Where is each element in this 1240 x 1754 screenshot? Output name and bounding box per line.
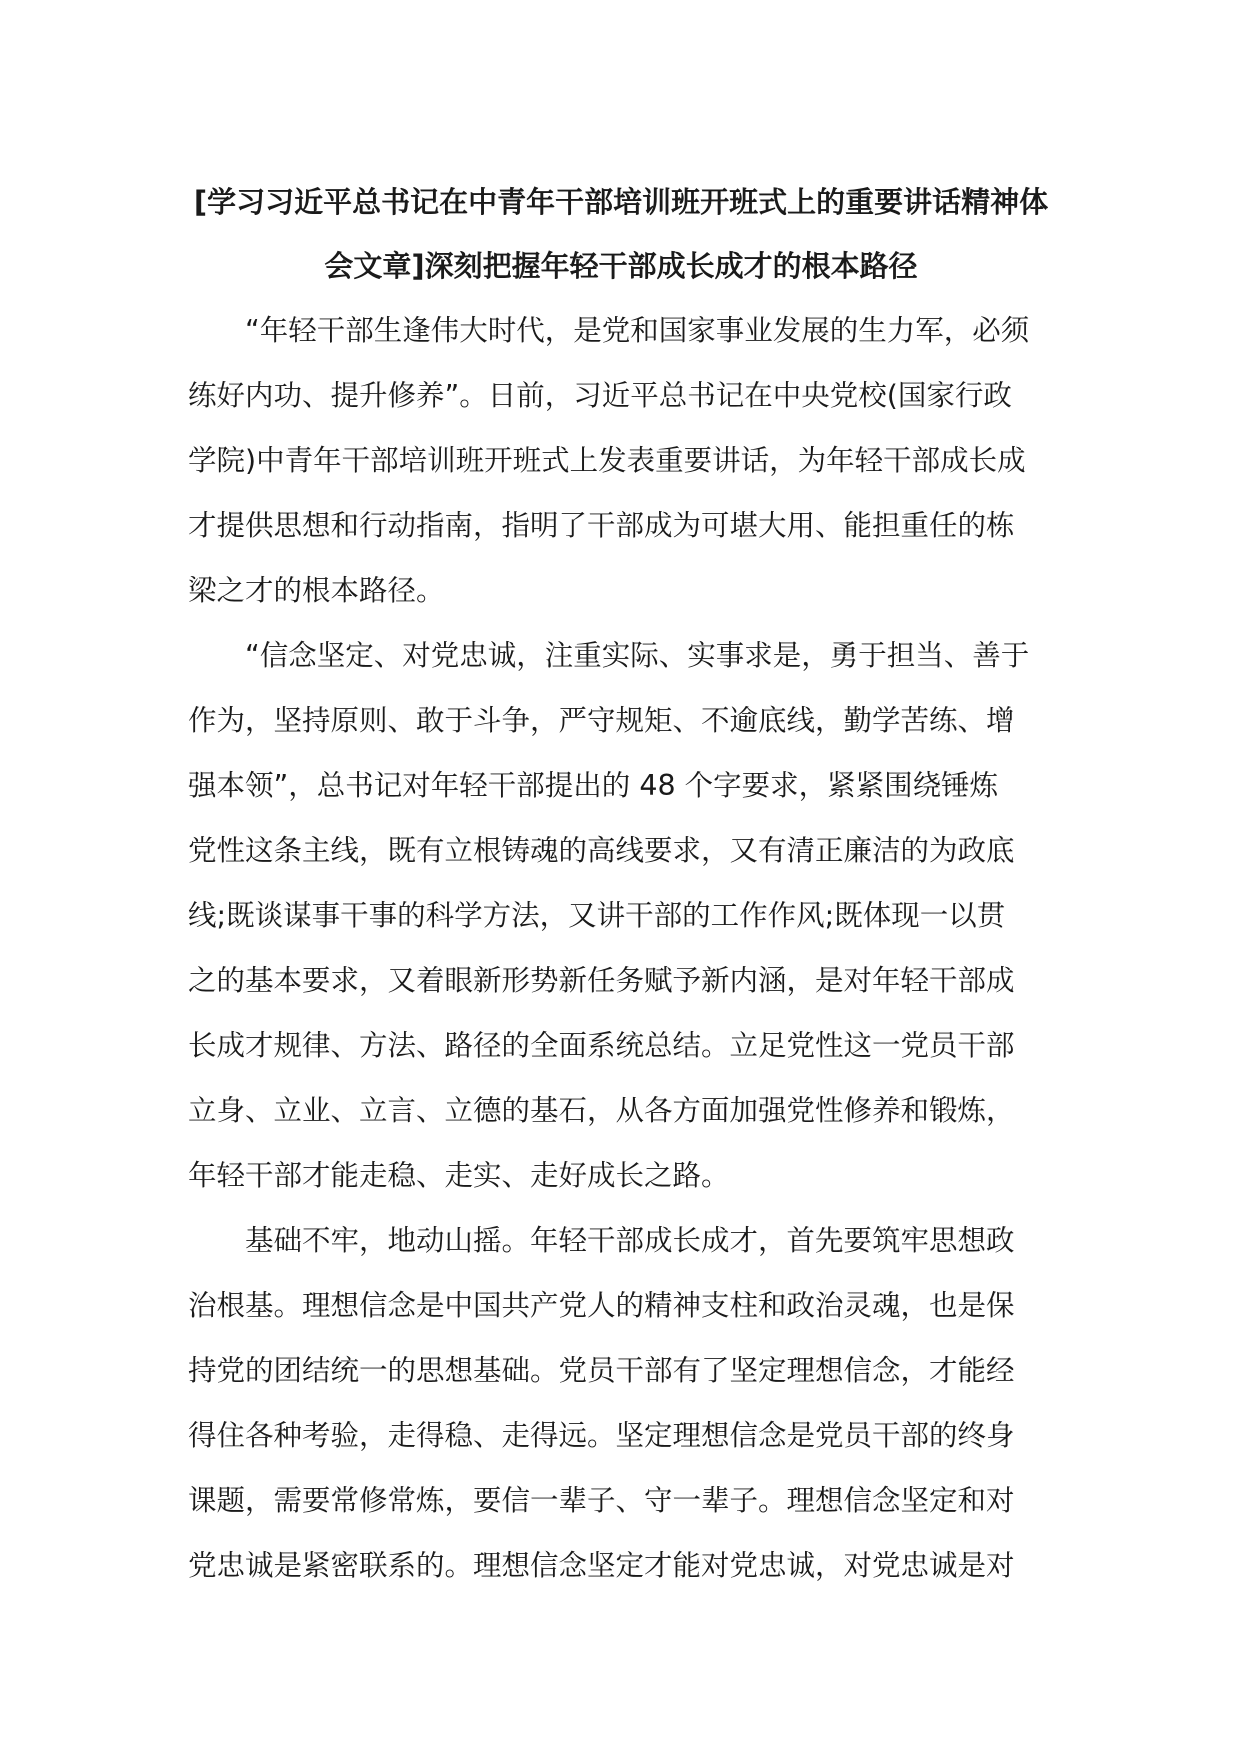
paragraph-3 <box>188 1208 1054 1598</box>
paragraph-line: 梁之才的根本路径。 <box>188 574 445 607</box>
paragraph-line: 练好内功、提升修养”。日前，习近平总书记在中央党校(国家行政 <box>188 379 1012 412</box>
paragraph-line: 基础不牢，地动山摇。年轻干部成长成才，首先要筑牢思想政 <box>245 1224 1015 1257</box>
paragraph-line: 立身、立业、立言、立德的基石，从各方面加强党性修养和锻炼， <box>188 1094 1015 1127</box>
paragraph-line: “年轻干部生逢伟大时代，是党和国家事业发展的生力军，必须 <box>245 314 1030 347</box>
title-line: 会文章]深刻把握年轻干部成长成才的根本路径 <box>324 249 918 283</box>
paragraph-2 <box>188 623 1054 1208</box>
paragraph-line: 线;既谈谋事干事的科学方法，又讲干部的工作作风;既体现一以贯 <box>188 899 1006 932</box>
paragraph-line: 学院)中青年干部培训班开班式上发表重要讲话，为年轻干部成长成 <box>188 444 1026 477</box>
paragraph-line: 课题，需要常修常炼，要信一辈子、守一辈子。理想信念坚定和对 <box>188 1484 1015 1517</box>
paragraph-line: 年轻干部才能走稳、走实、走好成长之路。 <box>188 1159 730 1192</box>
title-line: [学习习近平总书记在中青年干部培训班开班式上的重要讲话精神体 <box>193 185 1049 219</box>
paragraph-line: 长成才规律、方法、路径的全面系统总结。立足党性这一党员干部 <box>188 1029 1015 1062</box>
paragraph-line: 作为，坚持原则、敢于斗争，严守规矩、不逾底线，勤学苦练、增 <box>188 704 1015 737</box>
paragraph-line: 得住各种考验，走得稳、走得远。坚定理想信念是党员干部的终身 <box>188 1419 1015 1452</box>
paragraph-line: 治根基。理想信念是中国共产党人的精神支柱和政治灵魂，也是保 <box>188 1289 1015 1322</box>
paragraph-1 <box>188 298 1054 623</box>
paragraph-line: 党性这条主线，既有立根铸魂的高线要求，又有清正廉洁的为政底 <box>188 834 1015 867</box>
paragraph-line: 强本领”，总书记对年轻干部提出的 48 个字要求，紧紧围绕锤炼 <box>188 769 999 802</box>
document-page <box>188 170 1054 1598</box>
document-title <box>188 170 1054 298</box>
paragraph-line: 之的基本要求，又着眼新形势新任务赋予新内涵，是对年轻干部成 <box>188 964 1015 997</box>
paragraph-line: “信念坚定、对党忠诚，注重实际、实事求是，勇于担当、善于 <box>245 639 1030 672</box>
paragraph-line: 党忠诚是紧密联系的。理想信念坚定才能对党忠诚，对党忠诚是对 <box>188 1549 1015 1582</box>
paragraph-line: 才提供思想和行动指南，指明了干部成为可堪大用、能担重任的栋 <box>188 509 1015 542</box>
paragraph-line: 持党的团结统一的思想基础。党员干部有了坚定理想信念，才能经 <box>188 1354 1015 1387</box>
